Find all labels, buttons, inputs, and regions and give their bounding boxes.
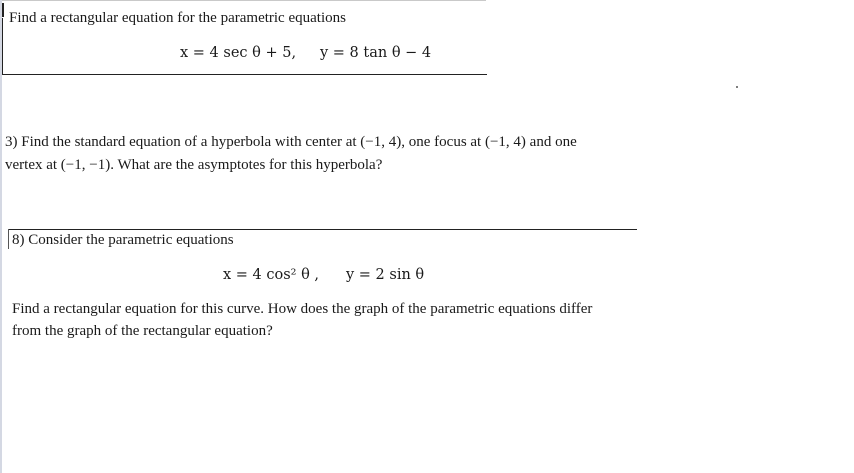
problem8-line2: from the graph of the rectangular equation? xyxy=(12,323,273,339)
problem1-bottom-border xyxy=(2,74,487,75)
problem3-line1: 3) Find the standard equation of a hyperbola with center at (−1, 4), one focus at (−1, 4) and one xyxy=(5,134,577,150)
problem8-equation-x: x = 4 cos² θ , xyxy=(223,267,320,283)
stray-dot xyxy=(736,86,738,88)
problem1-equation-x: x = 4 sec θ + 5, xyxy=(180,45,297,61)
problem1-left-border xyxy=(2,18,3,74)
problem1-prompt: Find a rectangular equation for the parametric equations xyxy=(9,10,346,26)
problem1-top-border xyxy=(2,0,486,1)
problem8-line1: Find a rectangular equation for this curve. How does the graph of the parametric equations differ xyxy=(12,301,593,317)
problem8-heading: 8) Consider the parametric equations xyxy=(12,232,234,248)
problem8-left-border xyxy=(8,229,9,249)
problem3-line2: vertex at (−1, −1). What are the asymptotes for this hyperbola? xyxy=(5,157,383,173)
problem1-equation-y: y = 8 tan θ − 4 xyxy=(320,45,432,61)
problem1-top-mark xyxy=(2,3,4,17)
problem8-equation-y: y = 2 sin θ xyxy=(346,267,425,283)
